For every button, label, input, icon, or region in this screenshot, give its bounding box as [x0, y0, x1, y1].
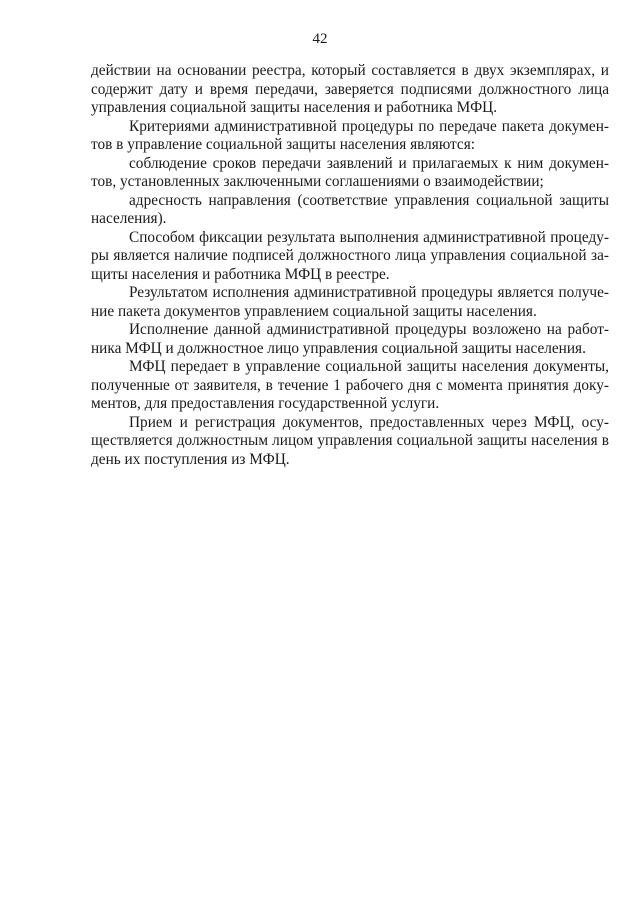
paragraph-result: Результатом исполнения административной процедуры является получение пакета документов управлением социальной защиты населения.	[91, 284, 609, 320]
paragraph-criteria: Критериями административной процедуры по передаче пакета документов в управление социальной защиты населения являются:	[91, 117, 609, 153]
page-number: 42	[312, 31, 328, 47]
paragraph-registration: Прием и регистрация документов, предоставленных через МФЦ, осуществляется должностным лицом управления социальной защиты населения в день их поступления из МФЦ.	[91, 413, 609, 468]
paragraph-continuation: действии на основании реестра, который составляется в двух экземплярах, и содержит дату и время передачи, заверяется подписями должностного лица управления социальной защиты населения и работника МФЦ.	[91, 62, 609, 116]
paragraph-transfer-deadline: МФЦ передает в управление социальной защиты населения документы, полученные от заявителя, в течение 1 рабочего дня с момента принятия документов, для предоставления государственной услуги.	[91, 358, 609, 412]
paragraph-criteria-addressing: адресность направления (соответствие управления социальной защиты населения).	[91, 191, 609, 227]
paragraph-criteria-deadlines: соблюдение сроков передачи заявлений и прилагаемых к ним документов, установленных заключенными соглашениями о взаимодействии;	[91, 154, 609, 190]
document-body	[91, 62, 609, 469]
paragraph-fixation-method: Способом фиксации результата выполнения административной процедуры является наличие подписей должностного лица управления социальной защиты населения и работника МФЦ в реестре.	[91, 228, 609, 283]
paragraph-responsible: Исполнение данной административной процедуры возложено на работника МФЦ и должностное лицо управления социальной защиты населения.	[91, 321, 609, 357]
